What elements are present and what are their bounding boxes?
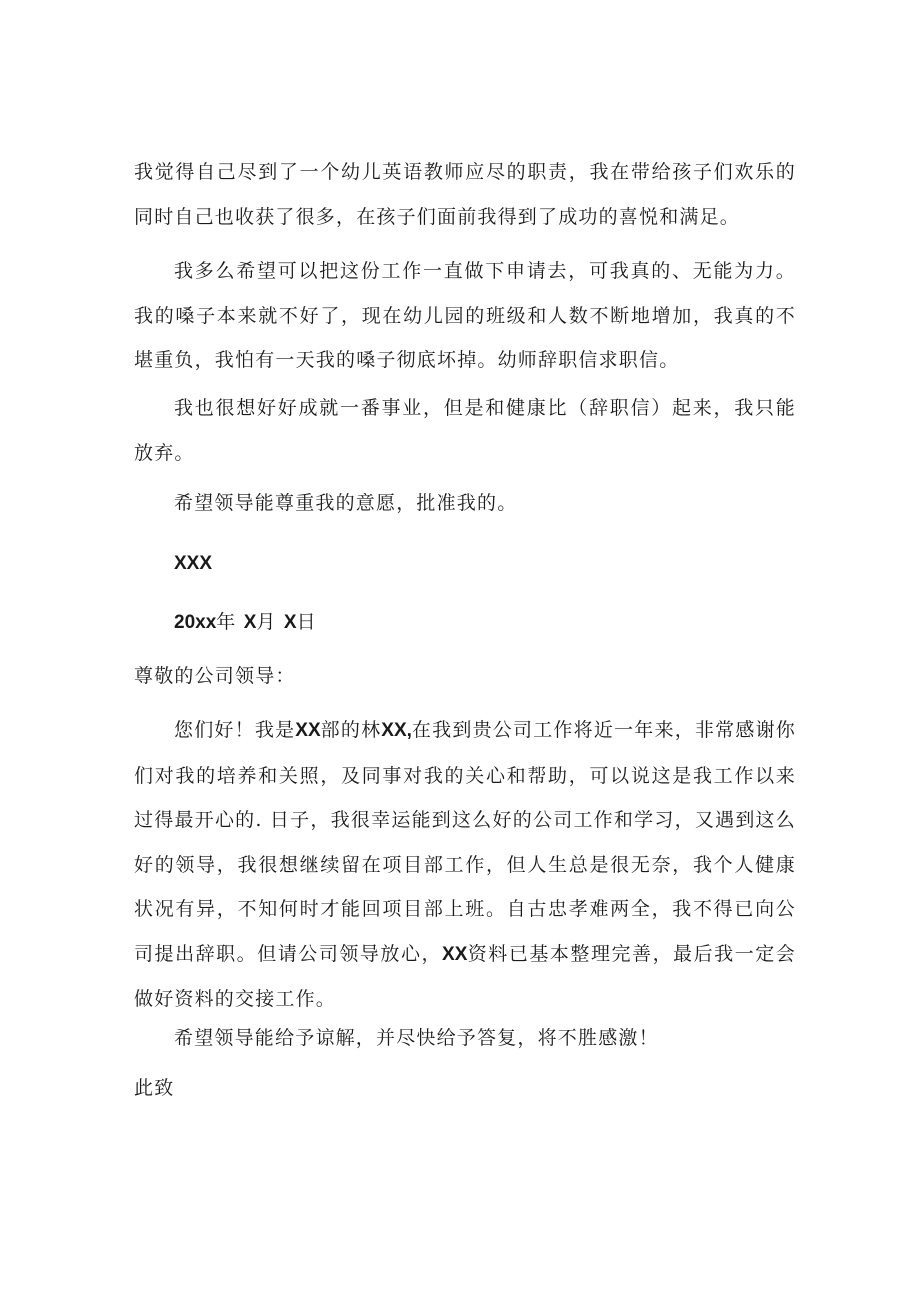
paragraph-hope-understanding: 希望领导能给予谅解，并尽快给予答复，将不胜感激！	[174, 1027, 659, 1049]
paragraph-duties: 我觉得自己尽到了一个幼儿英语教师应尽的职责，我在带给孩子们欢乐的同时自己也收获了很多，在孩子们面前我得到了成功的喜悦和满足。	[134, 161, 796, 228]
body-text-d: 资料已基本整理完善，最后我一定会做好资料的交接工作。	[134, 942, 796, 1010]
closing: 此致	[134, 1077, 175, 1099]
salutation: 尊敬的公司领导：	[134, 665, 296, 687]
date-day: X	[283, 612, 297, 633]
signature-name: XXX	[174, 553, 213, 574]
body-xx-materials: XX	[442, 943, 468, 965]
date-day-char: 日	[296, 611, 317, 633]
body-text-b: 部的林	[320, 719, 382, 741]
paragraph-request-approval: 希望领导能尊重我的意愿，批准我的。	[174, 492, 518, 514]
signature-line	[134, 541, 796, 587]
body-text-c: 在我到贵公司工作将近一年来，非常感谢你们对我的培养和关照，及同事对我的关心和帮助，可以说这是我工作以来过得最开心的. 日子，我很幸运能到这么好的公司工作和学习，又遇到这么好的领导，我很想继续留在项目部工作，但人生总是很无奈，我个人健康状况有异，不知何时才能回项目部上班。自古忠孝难两全，我不得已向公司提出辞职。但请公司领导放心，	[134, 719, 796, 965]
paragraph-health: 我也很想好好成就一番事业，但是和健康比（辞职信）起来，我只能放弃。	[134, 397, 796, 464]
date-year-char: 年	[216, 611, 237, 633]
date-month-char: 月	[256, 611, 277, 633]
paragraph-voice-problem: 我多么希望可以把这份工作一直做下申请去，可我真的、无能为力。我的嗓子本来就不好了，现在幼儿园的班级和人数不断地增加，我真的不堪重负，我怕有一天我的嗓子彻底坏掉。幼师辞职信求职信。	[134, 260, 796, 371]
body-xx-name: XX,	[381, 720, 412, 741]
date-line	[134, 600, 796, 646]
paragraph-letter-body	[134, 708, 796, 1022]
body-text-a: 您们好！我是	[174, 719, 296, 741]
date-year: 20xx	[174, 612, 217, 633]
date-month: X	[243, 612, 257, 633]
body-xx-department: XX	[295, 720, 321, 741]
